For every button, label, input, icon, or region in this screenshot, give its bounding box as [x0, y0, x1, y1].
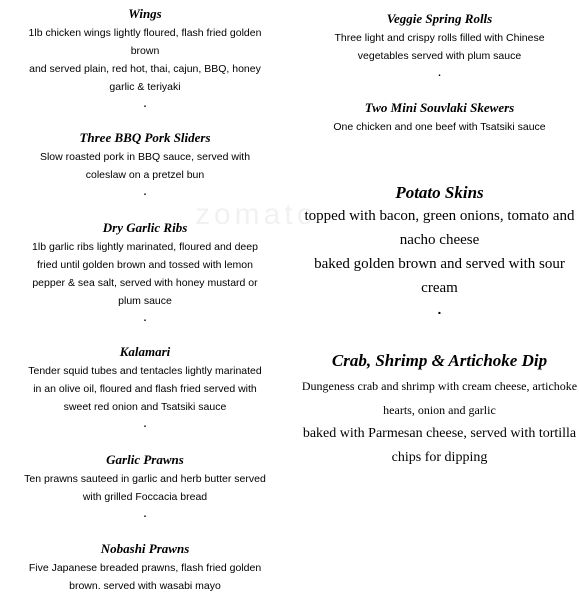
item-desc-line: plum sauce — [118, 295, 172, 307]
item-desc-line: chips for dipping — [391, 450, 488, 465]
item-desc-line: 1lb chicken wings lightly floured, flash fried golden — [28, 27, 262, 39]
item-desc-line: fried until golden brown and tossed with lemon — [37, 259, 253, 271]
item-desc-line: Five Japanese breaded prawns, flash fried golden — [28, 562, 262, 574]
item-desc-line: Three light and crispy rolls filled with Chinese — [334, 32, 545, 44]
item-title: Potato Skins — [395, 183, 484, 202]
item-desc-line: pepper & sea salt, served with honey mustard or — [32, 277, 258, 289]
item-desc-line: in an olive oil, floured and flash fried served with — [33, 383, 257, 395]
item-separator: . — [438, 68, 441, 79]
item-title: Dry Garlic Ribs — [102, 220, 188, 235]
item-separator: . — [143, 187, 147, 198]
item-desc-line: Ten prawns sauteed in garlic and herb butter served — [24, 473, 266, 485]
menu-item-veggie-spring-rolls — [300, 11, 579, 79]
menu-item-nobashi-prawns — [0, 541, 290, 595]
menu-item-crab-shrimp-dip — [300, 350, 579, 470]
item-desc-line: topped with bacon, green onions, tomato and — [304, 208, 575, 224]
item-separator: . — [143, 313, 147, 324]
item-desc-line: Dungeness crab and shrimp with cream cheese, artichoke — [301, 379, 578, 393]
item-title: Veggie Spring Rolls — [386, 11, 493, 26]
item-desc-line: sweet red onion and Tsatsiki sauce — [63, 401, 227, 413]
item-separator: . — [143, 509, 147, 520]
item-title: Wings — [128, 6, 162, 21]
menu-item-souvlaki-skewers — [300, 100, 579, 136]
item-desc-line: 1lb garlic ribs lightly marinated, floured and deep — [32, 241, 258, 253]
item-desc-line: Slow roasted pork in BBQ sauce, served with — [39, 151, 251, 163]
item-title: Crab, Shrimp & Artichoke Dip — [331, 351, 548, 370]
item-desc-line: garlic & teriyaki — [109, 81, 181, 93]
menu-item-kalamari — [0, 344, 290, 430]
item-desc-line: One chicken and one beef with Tsatsiki sauce — [333, 121, 546, 133]
item-desc-line: with grilled Foccacia bread — [82, 491, 208, 503]
item-desc-line: baked with Parmesan cheese, served with tortilla — [302, 426, 577, 441]
item-desc-line: cream — [421, 280, 458, 296]
item-desc-line: brown — [130, 45, 160, 57]
item-title: Nobashi Prawns — [100, 541, 190, 556]
item-desc-line: hearts, onion and garlic — [383, 403, 496, 417]
item-title: Two Mini Souvlaki Skewers — [364, 100, 515, 115]
menu-item-bbq-pork-sliders — [0, 130, 290, 198]
item-desc-line: baked golden brown and served with sour — [314, 256, 565, 272]
item-desc-line: Tender squid tubes and tentacles lightly marinated — [28, 365, 262, 377]
item-desc-line: brown. served with wasabi mayo — [69, 580, 221, 592]
item-title: Garlic Prawns — [106, 452, 184, 467]
item-desc-line: vegetables served with plum sauce — [357, 50, 522, 62]
item-separator: . — [143, 419, 147, 430]
zomato-watermark: zomato — [195, 198, 318, 231]
menu-item-garlic-prawns — [0, 452, 290, 520]
item-separator: . — [143, 99, 147, 110]
item-separator: . — [437, 301, 442, 317]
item-desc-line: nacho cheese — [399, 232, 480, 248]
menu-item-wings — [0, 6, 290, 110]
menu-item-potato-skins — [300, 182, 579, 317]
item-title: Three BBQ Pork Sliders — [79, 130, 211, 145]
item-desc-line: coleslaw on a pretzel bun — [85, 169, 205, 181]
menu-item-dry-garlic-ribs — [0, 220, 290, 324]
item-desc-line: and served plain, red hot, thai, cajun, BBQ, honey — [29, 63, 261, 75]
item-title: Kalamari — [119, 344, 171, 359]
